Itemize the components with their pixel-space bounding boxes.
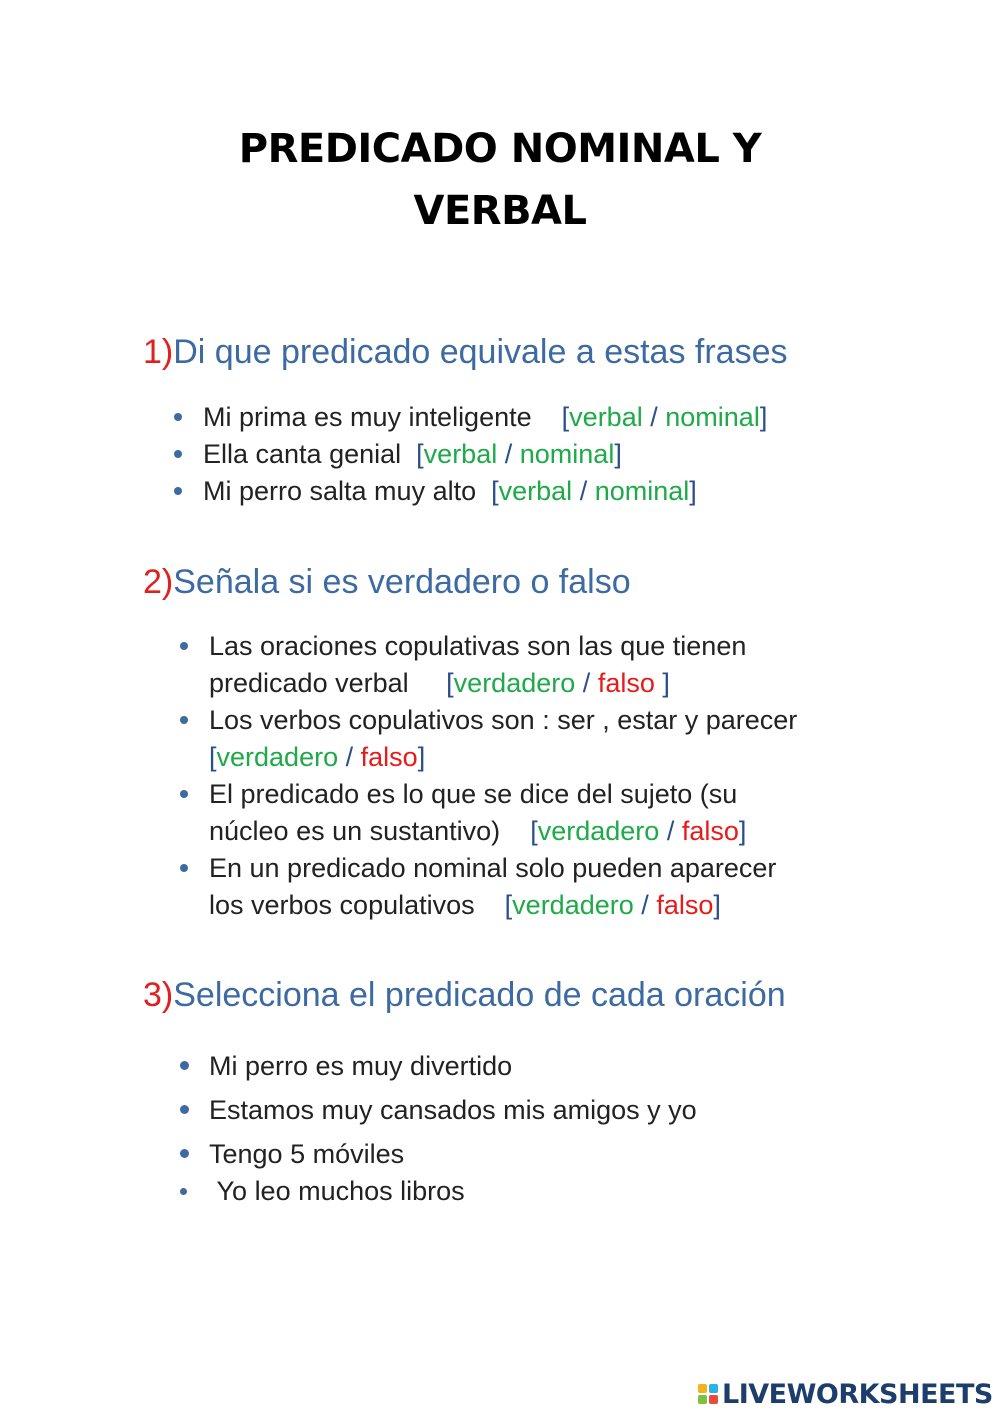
open-bracket: [ xyxy=(530,816,538,846)
list-item xyxy=(209,850,776,924)
bullet-icon xyxy=(174,450,182,458)
sentence-line-1: Los verbos copulativos son : ser , estar y parecer xyxy=(209,705,798,735)
bullet-icon xyxy=(174,413,182,421)
question-2-heading xyxy=(143,563,631,602)
sentence: Mi prima es muy inteligente xyxy=(203,402,532,432)
separator: / xyxy=(504,439,513,469)
list-item xyxy=(203,473,697,509)
question-number: 3) xyxy=(143,976,174,1014)
sentence-line-2: los verbos copulativos xyxy=(209,890,475,920)
sentence-line-2: núcleo es un sustantivo) xyxy=(209,816,501,846)
option-falso[interactable]: falso xyxy=(656,890,714,920)
bullet-icon xyxy=(174,487,182,495)
option-falso[interactable]: falso xyxy=(597,668,655,698)
sentence[interactable]: Tengo 5 móviles xyxy=(209,1139,405,1169)
sentence[interactable]: Mi perro es muy divertido xyxy=(209,1051,513,1081)
option-verdadero[interactable]: verdadero xyxy=(216,742,339,772)
sentence: Mi perro salta muy alto xyxy=(203,476,477,506)
title-line-1: PREDICADO NOMINAL Y xyxy=(238,126,762,172)
bullet-icon xyxy=(180,864,188,872)
bullet-icon xyxy=(180,716,188,724)
close-bracket: ] xyxy=(759,402,768,432)
question-number: 2) xyxy=(143,563,174,601)
question-text: Selecciona el predicado de cada oración xyxy=(173,976,786,1014)
list-item xyxy=(203,436,622,472)
option-verbal[interactable]: verbal xyxy=(498,476,573,506)
page-title xyxy=(0,118,1000,242)
close-bracket: ] xyxy=(689,476,697,506)
option-verdadero[interactable]: verdadero xyxy=(512,890,634,920)
list-item xyxy=(209,702,797,776)
close-bracket: ] xyxy=(614,439,622,469)
list-item[interactable] xyxy=(209,1048,512,1084)
separator: / xyxy=(666,816,675,846)
separator: / xyxy=(582,668,591,698)
option-verdadero[interactable]: verdadero xyxy=(537,816,660,846)
list-item xyxy=(209,628,746,702)
separator: / xyxy=(579,476,588,506)
sentence-line-1: En un predicado nominal solo pueden aparecer xyxy=(209,853,777,883)
bullet-icon xyxy=(180,790,188,798)
open-bracket: [ xyxy=(504,890,513,920)
list-item[interactable] xyxy=(209,1136,404,1172)
option-falso[interactable]: falso xyxy=(681,816,739,846)
title-line-2: VERBAL xyxy=(413,188,587,234)
liveworksheets-logo xyxy=(698,1378,993,1410)
liveworksheets-brand: LIVEWORKSHEETS xyxy=(722,1378,993,1410)
question-number: 1) xyxy=(143,333,174,371)
separator: / xyxy=(641,890,649,920)
bullet-icon xyxy=(180,1061,189,1070)
question-1-heading xyxy=(143,333,788,372)
close-bracket: ] xyxy=(662,668,670,698)
open-bracket: [ xyxy=(491,476,499,506)
option-falso[interactable]: falso xyxy=(360,742,418,772)
option-nominal[interactable]: nominal xyxy=(665,402,760,432)
open-bracket: [ xyxy=(209,742,217,772)
bullet-icon xyxy=(180,1188,187,1195)
sentence[interactable]: Yo leo muchos libros xyxy=(216,1176,465,1206)
bullet-icon xyxy=(180,1149,189,1158)
option-verbal[interactable]: verbal xyxy=(569,402,643,432)
option-nominal[interactable]: nominal xyxy=(594,476,690,506)
question-text: Di que predicado equivale a estas frases xyxy=(173,333,788,371)
sentence-line-2: predicado verbal xyxy=(209,668,409,698)
bullet-icon xyxy=(180,642,188,650)
separator: / xyxy=(345,742,354,772)
list-item[interactable] xyxy=(209,1092,697,1128)
sentence[interactable]: Estamos muy cansados mis amigos y yo xyxy=(209,1095,697,1125)
close-bracket: ] xyxy=(417,742,426,772)
sentence: Ella canta genial xyxy=(203,439,402,469)
separator: / xyxy=(650,402,658,432)
option-nominal[interactable]: nominal xyxy=(519,439,615,469)
sentence-line-1: Las oraciones copulativas son las que tienen xyxy=(209,631,747,661)
sentence-line-1: El predicado es lo que se dice del sujeto (su xyxy=(209,779,738,809)
bullet-icon xyxy=(180,1105,189,1114)
open-bracket: [ xyxy=(416,439,424,469)
question-text: Señala si es verdadero o falso xyxy=(173,563,631,601)
list-item xyxy=(203,399,767,435)
open-bracket: [ xyxy=(446,668,454,698)
list-item xyxy=(209,776,746,850)
option-verbal[interactable]: verbal xyxy=(423,439,498,469)
question-3-heading xyxy=(143,976,786,1015)
liveworksheets-logo-icon xyxy=(698,1384,718,1404)
list-item[interactable] xyxy=(209,1173,465,1209)
option-verdadero[interactable]: verdadero xyxy=(453,668,576,698)
close-bracket: ] xyxy=(738,816,747,846)
open-bracket: [ xyxy=(561,402,570,432)
close-bracket: ] xyxy=(713,890,721,920)
